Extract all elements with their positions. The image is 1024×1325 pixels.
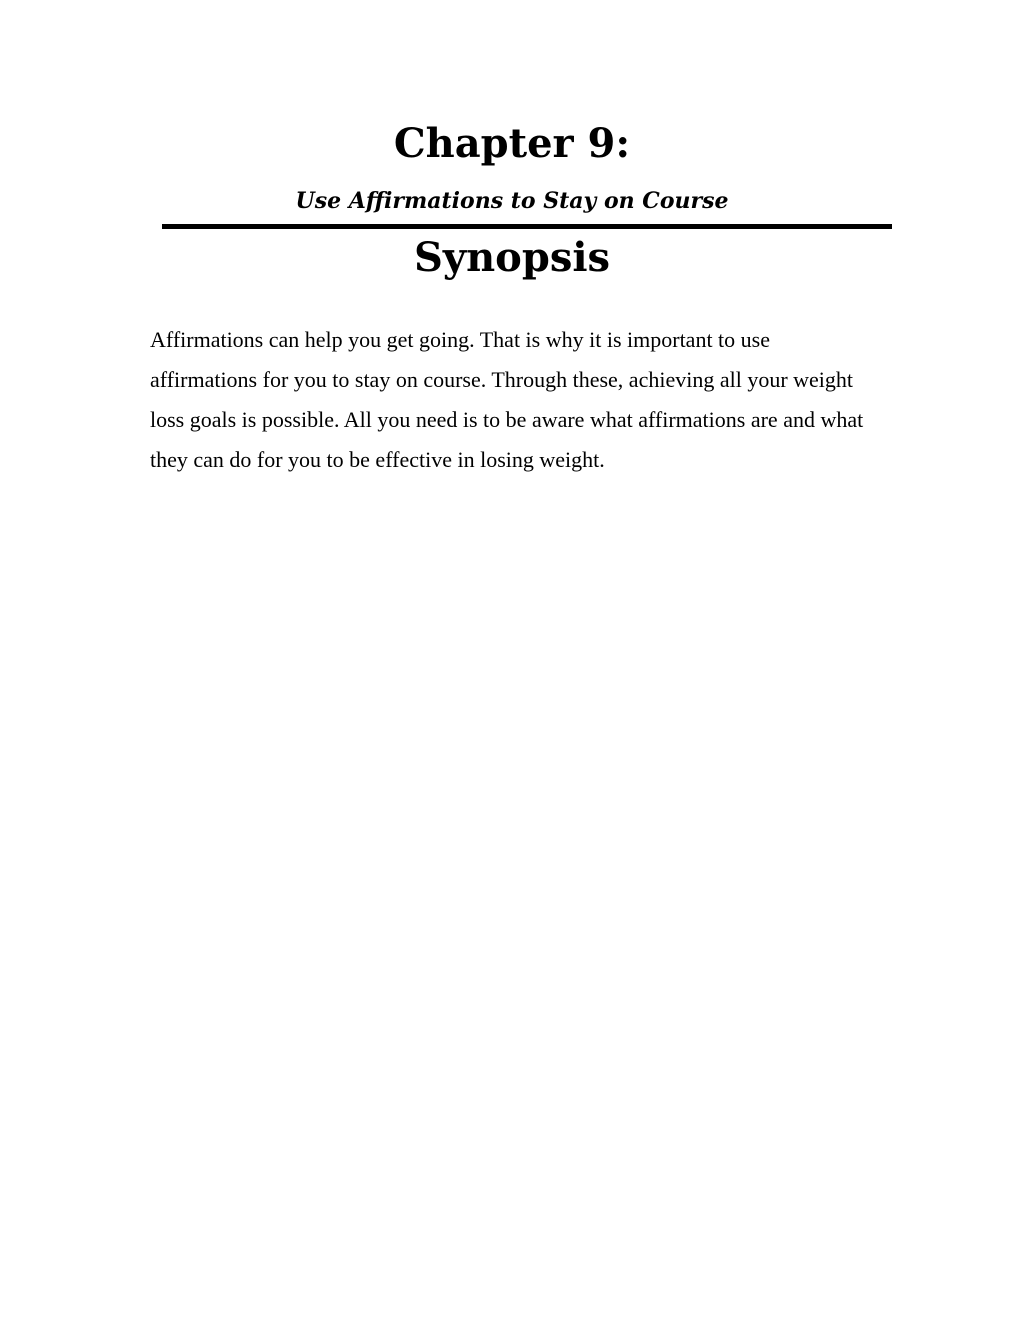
section-title: Synopsis: [413, 234, 611, 281]
body-paragraph: Affirmations can help you get going. That is why it is important to use affirmations for you to stay on course. Through these, achieving all your weight loss goals is possible. All you need is to be aware what affirmations are and what they can do for you to be effective in losing weight.: [150, 327, 864, 472]
horizontal-divider: [162, 224, 892, 229]
chapter-title: Chapter 9:: [393, 120, 631, 167]
chapter-subtitle: Use Affirmations to Stay on Course: [295, 188, 729, 214]
